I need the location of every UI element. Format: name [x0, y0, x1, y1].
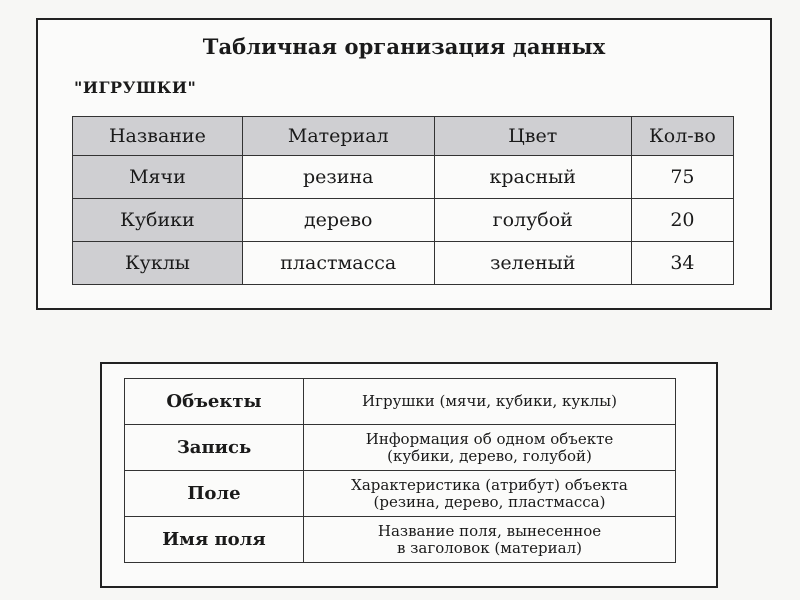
term-definition — [304, 517, 676, 563]
term-row — [125, 517, 676, 563]
table-row — [73, 199, 734, 242]
term-label: Имя поля — [125, 517, 304, 563]
panel-title: Табличная организация данных — [202, 34, 606, 59]
definition-line: Игрушки (мячи, кубики, куклы) — [362, 392, 617, 410]
cell-color: зеленый — [434, 242, 631, 285]
terms-panel — [100, 362, 718, 588]
term-label: Запись — [125, 425, 304, 471]
toys-table — [72, 116, 734, 285]
definition-line: в заголовок (материал) — [397, 538, 582, 557]
table-header-row — [73, 117, 734, 156]
header-color: Цвет — [434, 117, 631, 156]
terms-table — [124, 378, 676, 563]
cell-material: резина — [242, 156, 434, 199]
cell-qty: 20 — [631, 199, 733, 242]
term-label: Поле — [125, 471, 304, 517]
header-material: Материал — [242, 117, 434, 156]
term-row — [125, 425, 676, 471]
definition-line: (кубики, дерево, голубой) — [387, 446, 592, 465]
cell-material: пластмасса — [242, 242, 434, 285]
cell-name: Мячи — [73, 156, 243, 199]
table-row — [73, 156, 734, 199]
cell-name: Кубики — [73, 199, 243, 242]
term-definition — [304, 471, 676, 517]
definition-line: Информация об одном объекте — [365, 429, 614, 448]
header-name: Название — [73, 117, 243, 156]
cell-material: дерево — [242, 199, 434, 242]
cell-color: красный — [434, 156, 631, 199]
term-row — [125, 471, 676, 517]
term-definition — [304, 379, 676, 425]
cell-qty: 75 — [631, 156, 733, 199]
term-label: Объекты — [125, 379, 304, 425]
term-row — [125, 379, 676, 425]
cell-color: голубой — [434, 199, 631, 242]
table-name: "ИГРУШКИ" — [74, 78, 197, 97]
term-definition — [304, 425, 676, 471]
table-row — [73, 242, 734, 285]
cell-qty: 34 — [631, 242, 733, 285]
definition-line: Характеристика (атрибут) объекта — [351, 475, 628, 494]
header-qty: Кол-во — [631, 117, 733, 156]
definition-line: (резина, дерево, пластмасса) — [373, 492, 606, 511]
cell-name: Куклы — [73, 242, 243, 285]
definition-line: Название поля, вынесенное — [377, 521, 602, 540]
data-table-panel — [36, 18, 772, 310]
